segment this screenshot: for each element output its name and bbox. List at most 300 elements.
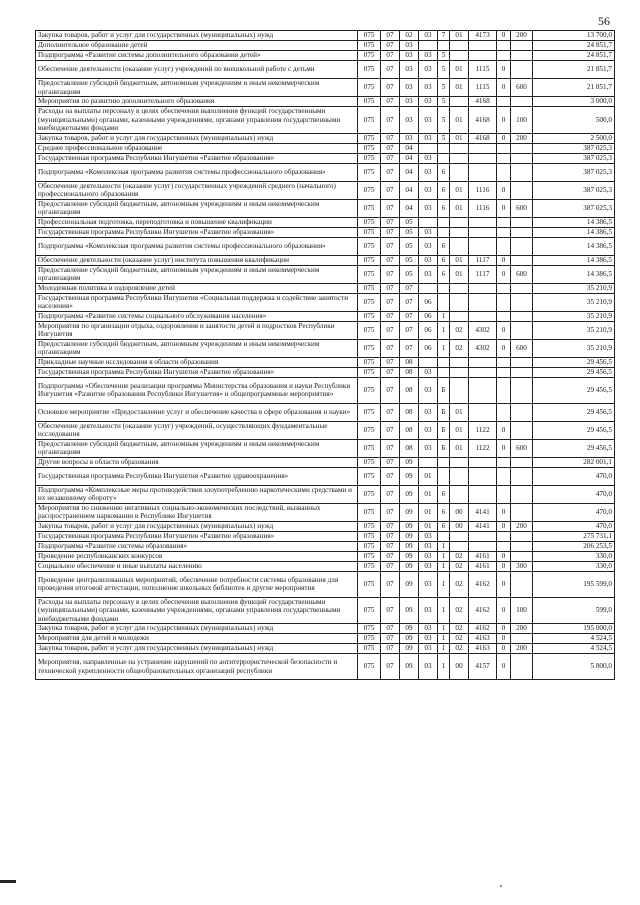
code-subdirection: [497, 485, 511, 503]
code-subsection: 09: [400, 485, 419, 503]
code-ministry: 075: [358, 255, 381, 265]
code-section: 07: [381, 503, 400, 521]
expense-name: Обеспечение деятельности (оказание услуг) учреждений по внешкольной работе с детьми: [36, 61, 358, 79]
code-subprogram: 5: [438, 133, 450, 143]
code-program: 03: [419, 551, 438, 561]
code-subdirection: [497, 293, 511, 311]
code-ministry: 075: [358, 133, 381, 143]
code-expense-type: 200: [511, 521, 533, 531]
code-expense-type: [511, 217, 533, 227]
expense-name: Государственная программа Республики Ингушетия «Социальная поддержка и содействие занятости населения»: [36, 293, 358, 311]
amount: 387 025,3: [533, 153, 615, 163]
code-event: 01: [450, 199, 469, 217]
code-expense-type: [511, 357, 533, 367]
expense-name: Закупка товаров, работ и услуг для государственных (муниципальных) нужд: [36, 31, 358, 41]
code-program: 03: [419, 255, 438, 265]
amount: 21 851,7: [533, 61, 615, 79]
code-subprogram: 1: [438, 321, 450, 339]
code-subprogram: 1: [438, 561, 450, 571]
amount: 29 456,5: [533, 377, 615, 403]
amount: 3 000,0: [533, 97, 615, 107]
code-subprogram: [438, 153, 450, 163]
code-direction: 4157: [469, 654, 497, 680]
code-expense-type: [511, 421, 533, 439]
code-program: 03: [419, 541, 438, 551]
code-event: [450, 283, 469, 293]
code-subsection: 08: [400, 377, 419, 403]
code-expense-type: [511, 97, 533, 107]
code-direction: [469, 51, 497, 61]
amount: 470,0: [533, 467, 615, 485]
code-subsection: 04: [400, 143, 419, 153]
code-expense-type: 600: [511, 439, 533, 457]
code-ministry: 075: [358, 634, 381, 644]
code-ministry: 075: [358, 227, 381, 237]
code-section: 07: [381, 293, 400, 311]
amount: 5 800,0: [533, 654, 615, 680]
amount: 195 599,0: [533, 571, 615, 597]
code-subsection: 09: [400, 624, 419, 634]
code-direction: [469, 41, 497, 51]
code-section: 07: [381, 634, 400, 644]
amount: 35 210,9: [533, 339, 615, 357]
table-row: [36, 79, 615, 97]
code-program: 03: [419, 531, 438, 541]
code-program: 06: [419, 339, 438, 357]
code-subprogram: 1: [438, 634, 450, 644]
code-section: 07: [381, 265, 400, 283]
amount: 14 386,5: [533, 265, 615, 283]
code-expense-type: [511, 227, 533, 237]
code-expense-type: 300: [511, 561, 533, 571]
table-row: [36, 467, 615, 485]
code-direction: [469, 163, 497, 181]
amount: 500,0: [533, 107, 615, 134]
code-subprogram: Б: [438, 403, 450, 421]
code-program: 03: [419, 31, 438, 41]
code-subdirection: [497, 237, 511, 255]
code-subsection: 08: [400, 367, 419, 377]
code-program: 03: [419, 97, 438, 107]
code-ministry: 075: [358, 97, 381, 107]
code-direction: [469, 311, 497, 321]
code-direction: [469, 357, 497, 367]
code-program: 03: [419, 654, 438, 680]
code-event: [450, 163, 469, 181]
code-direction: [469, 143, 497, 153]
code-ministry: 075: [358, 503, 381, 521]
code-event: 01: [450, 61, 469, 79]
code-subdirection: [497, 467, 511, 485]
code-direction: [469, 283, 497, 293]
code-subprogram: 1: [438, 541, 450, 551]
code-expense-type: 600: [511, 339, 533, 357]
code-subdirection: [497, 377, 511, 403]
code-subsection: 09: [400, 467, 419, 485]
code-subprogram: Б: [438, 377, 450, 403]
table-row: [36, 199, 615, 217]
code-section: 07: [381, 439, 400, 457]
code-subprogram: 1: [438, 551, 450, 561]
code-program: 03: [419, 199, 438, 217]
code-event: [450, 311, 469, 321]
code-program: [419, 457, 438, 467]
code-subsection: 08: [400, 439, 419, 457]
code-subprogram: [438, 41, 450, 51]
code-program: 03: [419, 153, 438, 163]
code-program: 06: [419, 321, 438, 339]
code-subdirection: 0: [497, 255, 511, 265]
expense-name: Социальное обеспечение и иные выплаты населению: [36, 561, 358, 571]
code-ministry: 075: [358, 311, 381, 321]
code-subprogram: [438, 217, 450, 227]
amount: 470,0: [533, 503, 615, 521]
code-ministry: 075: [358, 467, 381, 485]
code-expense-type: [511, 654, 533, 680]
code-program: 03: [419, 367, 438, 377]
code-event: [450, 485, 469, 503]
code-subsection: 09: [400, 634, 419, 644]
code-program: 03: [419, 61, 438, 79]
code-subdirection: [497, 357, 511, 367]
table-row: [36, 367, 615, 377]
amount: 387 025,3: [533, 163, 615, 181]
expense-name: Среднее профессиональное образование: [36, 143, 358, 153]
code-direction: 4161: [469, 551, 497, 561]
code-expense-type: 600: [511, 199, 533, 217]
code-ministry: 075: [358, 199, 381, 217]
code-expense-type: [511, 41, 533, 51]
amount: 35 210,9: [533, 293, 615, 311]
expense-name: Закупка товаров, работ и услуг для государственных (муниципальных) нужд: [36, 644, 358, 654]
code-direction: [469, 485, 497, 503]
code-subsection: 04: [400, 153, 419, 163]
code-subdirection: 0: [497, 571, 511, 597]
expense-name: Подпрограмма «Комплексная программа развития системы профессионального образования»: [36, 163, 358, 181]
code-program: [419, 357, 438, 367]
code-event: 00: [450, 503, 469, 521]
table-row: [36, 357, 615, 367]
code-subdirection: [497, 531, 511, 541]
code-ministry: 075: [358, 421, 381, 439]
code-program: 03: [419, 265, 438, 283]
expense-name: Предоставление субсидий бюджетным, автономным учреждениям и иным некоммерческим организациям: [36, 79, 358, 97]
code-ministry: 075: [358, 521, 381, 531]
code-section: 07: [381, 654, 400, 680]
code-direction: 4141: [469, 503, 497, 521]
code-ministry: 075: [358, 107, 381, 134]
table-row: [36, 181, 615, 199]
code-ministry: 075: [358, 283, 381, 293]
code-subprogram: Б: [438, 439, 450, 457]
code-ministry: 075: [358, 61, 381, 79]
amount: 195 000,0: [533, 624, 615, 634]
table-row: [36, 597, 615, 624]
code-program: 03: [419, 644, 438, 654]
code-subsection: 08: [400, 357, 419, 367]
amount: 470,0: [533, 521, 615, 531]
code-ministry: 075: [358, 357, 381, 367]
table-row: [36, 97, 615, 107]
code-subdirection: 0: [497, 199, 511, 217]
code-event: [450, 457, 469, 467]
code-subprogram: [438, 467, 450, 485]
code-expense-type: 200: [511, 31, 533, 41]
amount: 2 500,0: [533, 133, 615, 143]
expense-name: Профессиональная подготовка, переподготовка и повышение квалификации: [36, 217, 358, 227]
code-section: 07: [381, 107, 400, 134]
code-subsection: 09: [400, 541, 419, 551]
code-subdirection: 0: [497, 644, 511, 654]
code-section: 07: [381, 217, 400, 227]
code-event: [450, 541, 469, 551]
table-row: [36, 457, 615, 467]
code-subsection: 09: [400, 457, 419, 467]
code-event: [450, 51, 469, 61]
expense-name: Подпрограмма «Развитие системы образования»: [36, 541, 358, 551]
budget-table-container: [35, 30, 614, 680]
table-row: [36, 41, 615, 51]
code-direction: [469, 377, 497, 403]
code-subdirection: 0: [497, 265, 511, 283]
table-row: [36, 321, 615, 339]
amount: 24 851,7: [533, 51, 615, 61]
code-ministry: 075: [358, 561, 381, 571]
code-subprogram: 1: [438, 597, 450, 624]
code-subsection: 09: [400, 571, 419, 597]
expense-name: Расходы на выплаты персоналу в целях обеспечения выполнения функций государственными (муниципальными) органами, казенными учреждениями, органами управления государственными внебюджетными фондами: [36, 597, 358, 624]
code-event: 00: [450, 654, 469, 680]
code-direction: 1122: [469, 421, 497, 439]
code-expense-type: [511, 457, 533, 467]
expense-name: Основное мероприятие «Предоставление услуг и обеспечение качества в сфере образования и науки»: [36, 403, 358, 421]
code-subsection: 07: [400, 339, 419, 357]
code-event: 02: [450, 321, 469, 339]
table-row: [36, 255, 615, 265]
code-subdirection: [497, 227, 511, 237]
code-subprogram: 7: [438, 31, 450, 41]
code-ministry: 075: [358, 624, 381, 634]
table-row: [36, 571, 615, 597]
code-subprogram: Б: [438, 421, 450, 439]
code-program: 03: [419, 439, 438, 457]
code-direction: 1122: [469, 439, 497, 457]
code-direction: 1117: [469, 255, 497, 265]
code-section: 07: [381, 377, 400, 403]
code-program: 01: [419, 503, 438, 521]
table-row: [36, 485, 615, 503]
expense-name: Проведение централизованных мероприятий, обеспечение потребности системы образования для проведения итоговой аттестации, пополнение школьных библиотек и другие мероприятия: [36, 571, 358, 597]
code-section: 07: [381, 339, 400, 357]
code-ministry: 075: [358, 339, 381, 357]
code-subdirection: [497, 457, 511, 467]
table-row: [36, 521, 615, 531]
code-subsection: 03: [400, 41, 419, 51]
code-subprogram: 1: [438, 624, 450, 634]
code-direction: 1116: [469, 199, 497, 217]
code-expense-type: [511, 531, 533, 541]
code-subsection: 09: [400, 551, 419, 561]
code-ministry: 075: [358, 571, 381, 597]
expense-name: Закупка товаров, работ и услуг для государственных (муниципальных) нужд: [36, 624, 358, 634]
code-event: 01: [450, 31, 469, 41]
code-subprogram: 1: [438, 339, 450, 357]
code-direction: [469, 531, 497, 541]
budget-table: [35, 30, 615, 680]
code-direction: 1115: [469, 61, 497, 79]
code-program: 03: [419, 237, 438, 255]
code-event: 01: [450, 181, 469, 199]
code-section: 07: [381, 199, 400, 217]
table-row: [36, 624, 615, 634]
amount: 206 253,5: [533, 541, 615, 551]
code-expense-type: [511, 467, 533, 485]
code-direction: [469, 227, 497, 237]
code-subdirection: [497, 311, 511, 321]
code-subdirection: 0: [497, 503, 511, 521]
amount: 330,0: [533, 551, 615, 561]
code-event: 01: [450, 421, 469, 439]
code-section: 07: [381, 457, 400, 467]
code-ministry: 075: [358, 644, 381, 654]
table-row: [36, 293, 615, 311]
code-section: 07: [381, 541, 400, 551]
code-subsection: 08: [400, 421, 419, 439]
code-direction: 4162: [469, 571, 497, 597]
code-subsection: 05: [400, 237, 419, 255]
code-program: 01: [419, 467, 438, 485]
table-row: [36, 503, 615, 521]
code-section: 07: [381, 485, 400, 503]
code-direction: [469, 217, 497, 227]
amount: 35 210,9: [533, 311, 615, 321]
code-ministry: 075: [358, 163, 381, 181]
code-program: 03: [419, 561, 438, 571]
code-subsection: 05: [400, 255, 419, 265]
code-subprogram: 6: [438, 163, 450, 181]
code-direction: [469, 237, 497, 255]
expense-name: Мероприятия по развитию дополнительного образования: [36, 97, 358, 107]
expense-name: Закупка товаров, работ и услуг для государственных (муниципальных) нужд: [36, 521, 358, 531]
amount: 599,0: [533, 597, 615, 624]
table-row: [36, 283, 615, 293]
code-expense-type: [511, 283, 533, 293]
table-row: [36, 227, 615, 237]
code-program: 03: [419, 51, 438, 61]
expense-name: Государственная программа Республики Ингушетия «Развитие образования»: [36, 367, 358, 377]
amount: 387 025,3: [533, 143, 615, 153]
code-event: [450, 153, 469, 163]
code-expense-type: [511, 541, 533, 551]
amount: 24 851,7: [533, 41, 615, 51]
code-subdirection: 0: [497, 31, 511, 41]
code-subsection: 08: [400, 403, 419, 421]
code-direction: 4161: [469, 561, 497, 571]
amount: 29 456,5: [533, 403, 615, 421]
code-program: [419, 143, 438, 153]
code-expense-type: 600: [511, 79, 533, 97]
code-subsection: 03: [400, 97, 419, 107]
code-subsection: 03: [400, 107, 419, 134]
code-subsection: 09: [400, 597, 419, 624]
code-section: 07: [381, 531, 400, 541]
code-ministry: 075: [358, 143, 381, 153]
table-row: [36, 51, 615, 61]
expense-name: Обеспечение деятельности (оказание услуг) института повышения квалификации: [36, 255, 358, 265]
code-subdirection: [497, 143, 511, 153]
code-program: 03: [419, 421, 438, 439]
code-subdirection: 0: [497, 654, 511, 680]
table-row: [36, 644, 615, 654]
code-event: [450, 227, 469, 237]
expense-name: Государственная программа Республики Ингушетия «Развитие образования»: [36, 531, 358, 541]
code-event: [450, 377, 469, 403]
code-section: 07: [381, 41, 400, 51]
code-subdirection: 0: [497, 79, 511, 97]
table-row: [36, 339, 615, 357]
code-subsection: 09: [400, 644, 419, 654]
amount: 275 731,1: [533, 531, 615, 541]
code-subprogram: 6: [438, 255, 450, 265]
table-row: [36, 421, 615, 439]
code-ministry: 075: [358, 485, 381, 503]
table-row: [36, 31, 615, 41]
code-subprogram: 5: [438, 107, 450, 134]
code-section: 07: [381, 311, 400, 321]
code-expense-type: [511, 571, 533, 597]
code-direction: [469, 153, 497, 163]
expense-name: Закупка товаров, работ и услуг для государственных (муниципальных) нужд: [36, 133, 358, 143]
code-event: 02: [450, 634, 469, 644]
code-expense-type: [511, 61, 533, 79]
code-program: 03: [419, 79, 438, 97]
code-expense-type: [511, 485, 533, 503]
table-row: [36, 551, 615, 561]
code-section: 07: [381, 561, 400, 571]
amount: 14 386,5: [533, 237, 615, 255]
code-event: [450, 41, 469, 51]
code-subprogram: 1: [438, 571, 450, 597]
code-section: 07: [381, 237, 400, 255]
amount: 387 025,3: [533, 199, 615, 217]
code-ministry: 075: [358, 293, 381, 311]
code-section: 07: [381, 227, 400, 237]
code-program: 03: [419, 107, 438, 134]
code-subdirection: [497, 541, 511, 551]
code-section: 07: [381, 255, 400, 265]
code-expense-type: 600: [511, 265, 533, 283]
code-expense-type: [511, 237, 533, 255]
code-direction: [469, 467, 497, 485]
code-subprogram: 5: [438, 51, 450, 61]
code-program: 06: [419, 293, 438, 311]
code-subdirection: 0: [497, 624, 511, 634]
amount: 21 851,7: [533, 79, 615, 97]
code-expense-type: [511, 143, 533, 153]
code-event: 01: [450, 133, 469, 143]
code-event: [450, 367, 469, 377]
code-expense-type: 100: [511, 597, 533, 624]
table-row: [36, 237, 615, 255]
amount: 282 001,1: [533, 457, 615, 467]
budget-rows: [36, 31, 615, 680]
code-event: 01: [450, 255, 469, 265]
code-expense-type: [511, 293, 533, 311]
code-subprogram: 6: [438, 181, 450, 199]
code-subsection: 07: [400, 321, 419, 339]
code-subprogram: 6: [438, 485, 450, 503]
code-ministry: 075: [358, 265, 381, 283]
